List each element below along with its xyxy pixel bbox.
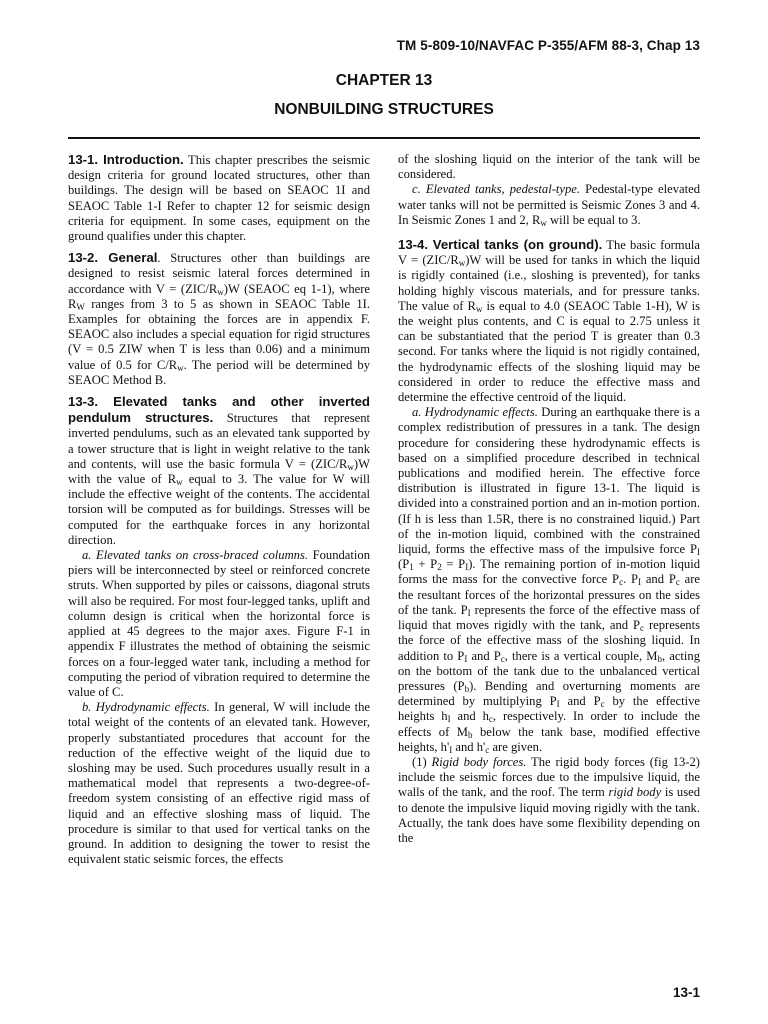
paragraph-text: is equal to 4.0 (SEAOC Table 1-H), W is the weight plus contents, and C is equal to 2.75 unless it can be substantiated that the period T is greater than 0.3 second. For tanks where the liquid is not rigidly contained, the hydrodynamic effects of the sloshing liquid may be considered in order to reduce the effective mass and determine the effective centroid of the liquid.: [398, 298, 700, 405]
subscript: I: [467, 607, 471, 618]
subscript: W: [76, 301, 85, 312]
subsection-heading: Rigid body forces.: [431, 754, 527, 769]
paragraph-text: are given.: [489, 739, 543, 754]
document-reference: TM 5-809-10/NAVFAC P-355/AFM 88-3, Chap 13: [396, 38, 700, 53]
subscript: w: [217, 286, 224, 297]
paragraph-text: represents the force of the effective mass of liquid that moves rigidly with the tank, and P: [398, 602, 700, 633]
subscript: I: [449, 744, 453, 755]
paragraph-text: (P: [398, 557, 410, 572]
subscript: c: [500, 653, 505, 664]
right-column: [398, 152, 700, 846]
paragraph-text: will be equal to 3.: [546, 212, 641, 227]
paragraph-text: , there is a vertical couple, M: [504, 648, 658, 663]
paragraph-13-3-b: [68, 700, 370, 867]
paragraph-text: and h': [452, 739, 486, 754]
paragraph-text: + P: [413, 557, 438, 572]
left-column: [68, 152, 370, 867]
paragraph-13-3-c: [398, 182, 700, 228]
paragraph-13-3-a: [68, 548, 370, 700]
subscript: w: [176, 477, 183, 488]
section-13-1: [68, 152, 370, 244]
chapter-title: NONBUILDING STRUCTURES: [274, 101, 494, 118]
paragraph-text: Pedestal-type elevated water tanks will not be permitted is Seismic Zones 3 and 4. In Seismic Zones 1 and 2, R: [398, 182, 700, 227]
paragraph-text: ). Bending and overturning moments are determined by multiplying P: [398, 678, 701, 709]
section-heading: 13-3. Elevated tanks and other inverted pendulum structures.: [68, 394, 370, 426]
paragraph-text: This chapter prescribes the seismic design criteria for ground located structures, other than buildings. The design will be based on SEAOC 1I and SEAOC Table 1-I Refer to chapter 12 for seismic design criteria for equipment. In some cases, equipment on the ground qualifies under this chapter.: [68, 153, 370, 244]
paragraph-13-4-a: [398, 405, 700, 755]
subscript: c: [485, 744, 490, 755]
paragraph-text: , respectively. In order to include the effects of M: [398, 709, 701, 739]
paragraph-text: = P: [441, 557, 466, 572]
subscript: I: [465, 562, 469, 573]
section-13-3: [68, 394, 370, 548]
paragraph-text: The rigid body forces (fig 13-2) include the seismic forces due to the impulsive liquid, the walls of the tank, and the roof. The term: [398, 754, 700, 800]
subscript: I: [447, 714, 451, 725]
item-number: (1): [412, 754, 432, 769]
subscript: b: [657, 653, 662, 664]
paragraph-text: and h: [450, 709, 489, 724]
chapter-label: CHAPTER 13: [335, 72, 433, 89]
paragraph-text: Structures that represent inverted pendulums, such as an elevated tank supported by a tower structure that is light in weight relative to the tank and contents, will use the basic formula V = (ZIC/R: [68, 411, 370, 471]
section-heading: 13-1. Introduction.: [68, 152, 184, 167]
paragraph-text: Foundation piers will be interconnected by steel or reinforced concrete struts. When supported by piles or caissons, diagonal struts will also be required. For most four-legged tanks, uplift and column design is critical when the horizontal force is applied at 45 degrees to the major axes. Figure F-1 in appendix F illustrates the method of obtaining the seismic forces on a four-legged water tank, including a method for computing the period of vibration required to determine the value of C.: [68, 548, 370, 699]
subscript: I: [697, 547, 700, 558]
paragraph-text: and P: [559, 694, 601, 709]
paragraph-text: . The period will be determined by SEAOC Method B.: [68, 357, 370, 387]
subsection-heading: a. Hydrodynamic effects.: [412, 405, 538, 420]
section-heading: 13-4. Vertical tanks (on ground).: [398, 237, 603, 253]
subsection-heading: a. Elevated tanks on cross-braced columns.: [82, 548, 309, 563]
subscript: c: [675, 577, 680, 588]
paragraph-text: by the effective heights h: [398, 694, 700, 724]
paragraph-text: are the resultant forces of the horizontal pressures on the sides of the tank. P: [398, 572, 701, 617]
subscript: w: [475, 303, 483, 314]
paragraph-text: , acting on the bottom of the tank due to the unbalanced vertical pressures (P: [398, 648, 701, 693]
subscript: c: [640, 623, 645, 634]
page-number: 13-1: [672, 985, 700, 1000]
section-13-4: [398, 237, 700, 405]
paragraph-continuation: of the sloshing liquid on the interior of the tank will be considered.: [398, 152, 700, 182]
subscript: 1: [409, 562, 414, 573]
paragraph-text: During an earthquake there is a complex redistribution of pressures in a tank. The design procedure for considering these hydrodynamic effects is based on a simplified procedure described in technical publications and modified herein. The effective force distribution is illustrated in figure 13-1. The liquid is divided into a constrained portion and an in-motion portion. (If h is less than 1.5R, there is no constrained liquid.) Part of the in-motion liquid, combined with the constrained liquid, forms the effective mass of the impulsive force P: [398, 405, 700, 557]
subscript: 2: [437, 562, 442, 573]
paragraph-text: )W will be used for tanks in which the liquid is rigidly contained (i.e., sloshing is prevented), for tanks holding highly viscous materials, and for pressure tanks. The value of R: [398, 253, 700, 313]
emphasized-term: rigid body: [608, 785, 662, 800]
subsection-heading: c. Elevated tanks, pedestal-type.: [412, 182, 581, 197]
subscript: w: [347, 461, 354, 472]
subscript: c: [619, 577, 624, 588]
header-rule: [68, 137, 700, 139]
subscript: I: [556, 699, 560, 710]
subscript: c: [600, 699, 605, 710]
paragraph-text: ranges from 3 to 5 as shown in SEAOC Table 1I. Examples for obtaining the forces are in appendix F. SEAOC also includes a special equation for rigid structures (V = 0.5 ZIW when T is less than 0.06) and a minimum value of 0.5 for C/R: [68, 296, 370, 372]
subscript: w: [540, 217, 547, 228]
paragraph-text: In general, W will include the total weight of the contents of an elevated tank. However, properly substantiated procedures that account for the reduction of the effective weight of the liquid due to sloshing may be used. Such procedures usually result in a mathematical model that represents a two-degree-of-freedom system consisting of an effective rigid mass of liquid and an effective sloshing mass of liquid. The procedure is similar to that used for vertical tanks on the ground. In addition to designing the tower to resist the equivalent static seismic forces, the effects: [68, 700, 370, 867]
subsection-heading: b. Hydrodynamic effects.: [82, 700, 210, 715]
subscript: I: [638, 577, 642, 588]
paragraph-text: is used to denote the impulsive liquid moving rigidly with the tank. Actually, the tank does have some flexibility depending on the: [398, 785, 701, 845]
paragraph-text: ). The remaining portion of in-motion liquid forms the mass for the convective force P: [398, 557, 701, 587]
paragraph-text: . Structures other than buildings are designed to resist seismic lateral forces determined in accordance with V = (ZIC/R: [68, 251, 370, 296]
paragraph-text: and P: [641, 572, 676, 587]
paragraph-text: The basic formula V = (ZIC/R: [398, 238, 700, 268]
section-heading: 13-2. General: [68, 250, 158, 266]
paragraph-text: )W with the value of R: [68, 456, 370, 487]
subscript: w: [177, 362, 184, 373]
subscript: b: [464, 683, 470, 694]
subscript: w: [458, 258, 466, 269]
section-13-2: [68, 250, 370, 388]
paragraph-text: below the tank base, modified effective heights, h': [398, 724, 700, 754]
paragraph-text: . P: [623, 572, 639, 587]
subscript: I: [464, 653, 468, 664]
subscript: b: [467, 729, 473, 740]
subscript: c: [488, 714, 493, 725]
paragraph-rigid-body-forces: [398, 755, 700, 846]
paragraph-text: represents the force of the effective mass of the sloshing liquid. In addition to P: [398, 618, 701, 663]
paragraph-text: and P: [467, 648, 501, 663]
paragraph-text: )W (SEAOC eq 1-1), where R: [68, 281, 370, 311]
paragraph-text: equal to 3. The value for W will include the effective weight of the contents. The accidental torsion will be computed as for buildings. Stresses will be computed for the earthquake forces in any horizontal direction.: [68, 472, 370, 547]
